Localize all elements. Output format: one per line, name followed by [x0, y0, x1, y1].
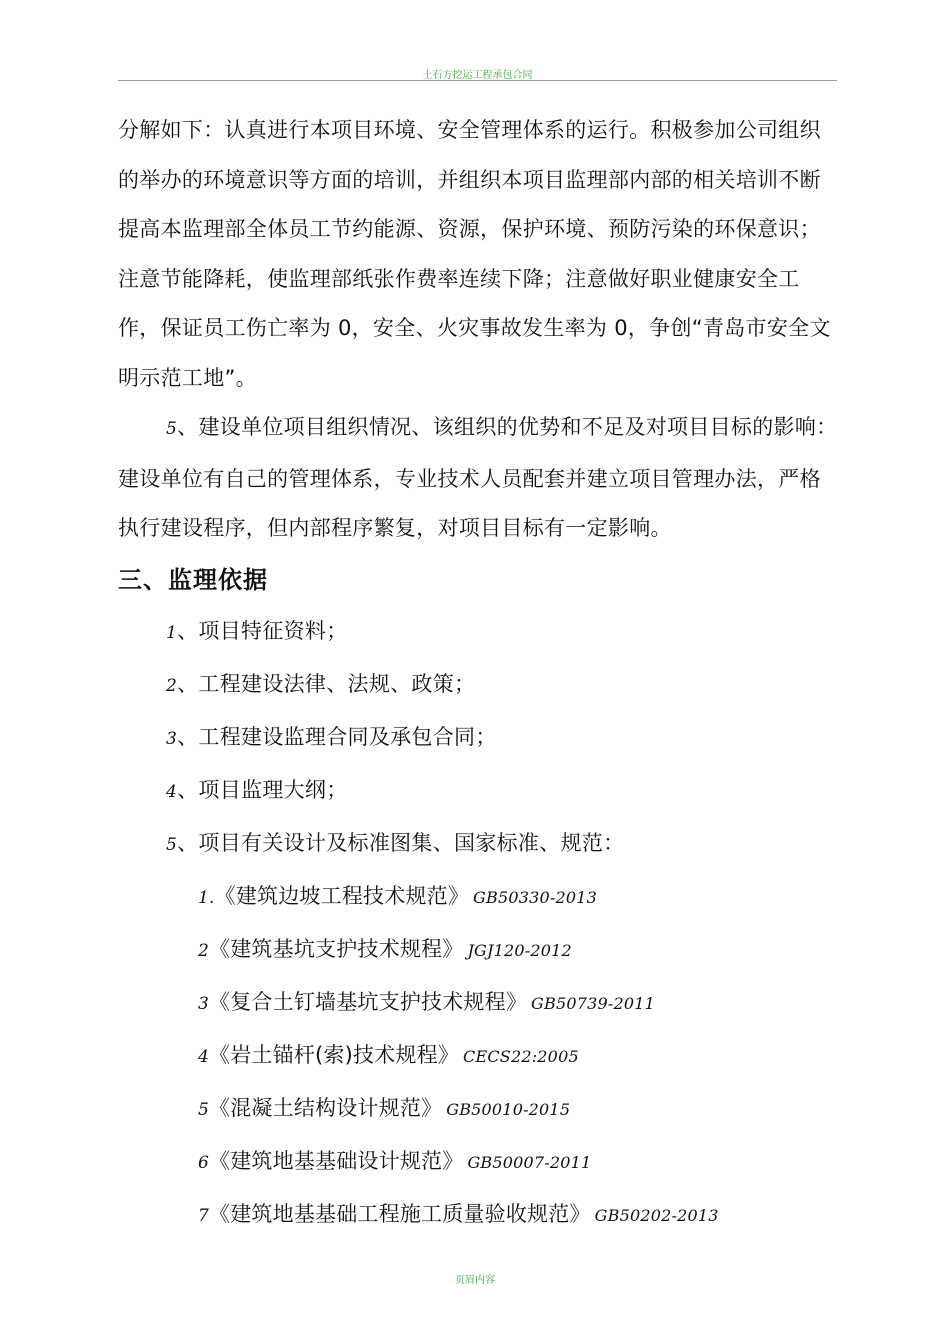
- standard-code: GB50007-2011: [467, 1152, 592, 1172]
- standard-number: 3: [198, 993, 210, 1014]
- item-text: 、工程建设监理合同及承包合同；: [177, 724, 497, 749]
- basis-list: [118, 606, 840, 871]
- standard-item: [118, 1083, 840, 1136]
- item-number: 3: [166, 728, 178, 749]
- standard-name: 《混凝土结构设计规范》: [209, 1095, 443, 1120]
- standard-number: 6: [198, 1152, 210, 1173]
- standard-code: GB50010-2015: [446, 1099, 571, 1119]
- document-body: [118, 106, 840, 1242]
- paragraph-management-system: 分解如下：认真进行本项目环境、安全管理体系的运行。积极参加公司组织的举办的环境意识等方面的培训，并组织本项目监理部内部的相关培训不断提高本监理部全体员工节约能源、资源，保护环境、预防污染的环保意识；注意节能降耗，使监理部纸张作费率连续下降；注意做好职业健康安全工作，保证员工伤亡率为 0，安全、火灾事故发生率为 0，争创“青岛市安全文明示范工地”。: [118, 118, 831, 390]
- standard-name: 《建筑基坑支护技术规程》: [209, 936, 464, 961]
- standard-number: 1.: [198, 887, 215, 908]
- header-divider: [118, 80, 837, 81]
- standard-number: 5: [198, 1099, 210, 1120]
- list-item: [118, 765, 840, 818]
- item-number: 5: [166, 834, 178, 855]
- paragraph-text: 、建设单位项目组织情况、该组织的优势和不足及对项目目标的影响：建设单位有自己的管理体系，专业技术人员配套并建立项目管理办法，严格执行建设程序，但内部程序繁复，对项目目标有一定影响。: [118, 415, 838, 540]
- list-item: [118, 712, 840, 765]
- standard-code: CECS22:2005: [463, 1046, 579, 1066]
- page-footer: 页眉内容: [455, 1275, 495, 1286]
- standard-name: 《建筑边坡工程技术规范》: [214, 883, 470, 908]
- standard-code: GB50330-2013: [473, 887, 597, 907]
- standard-item: [118, 871, 840, 924]
- standard-code: JGJ120-2012: [467, 940, 572, 960]
- page-header: 土石方挖运工程承包合同: [422, 70, 533, 81]
- standard-name: 《复合土钉墙基坑支护技术规程》: [209, 989, 528, 1014]
- item-number: 1: [166, 622, 178, 643]
- standard-number: 2: [198, 940, 210, 961]
- list-item: [118, 818, 840, 871]
- standard-item: [118, 977, 840, 1030]
- standard-name: 《建筑地基基础设计规范》: [209, 1148, 464, 1173]
- standard-number: 7: [198, 1205, 210, 1226]
- standard-item: [118, 1030, 840, 1083]
- item-number: 4: [166, 781, 178, 802]
- list-item: [118, 606, 840, 659]
- paragraph-owner-organization: [118, 403, 840, 554]
- list-item: [118, 659, 840, 712]
- standard-name: 《建筑地基基础工程施工质量验收规范》: [209, 1201, 591, 1226]
- item-text: 、工程建设法律、法规、政策；: [177, 671, 476, 696]
- standard-item: [118, 924, 840, 977]
- standard-item: [118, 1136, 840, 1189]
- item-number: 2: [166, 675, 178, 696]
- standard-code: GB50739-2011: [531, 993, 655, 1013]
- item-text: 、项目特征资料；: [177, 618, 348, 643]
- standard-number: 4: [198, 1046, 210, 1067]
- standards-list: [118, 871, 840, 1242]
- paragraph-number: 5: [166, 419, 178, 439]
- standard-name: 《岩土锚杆(索)技术规程》: [209, 1042, 460, 1067]
- item-text: 、项目监理大纲；: [177, 777, 348, 802]
- standard-item: [118, 1189, 840, 1242]
- standard-code: GB50202-2013: [594, 1205, 719, 1225]
- section-heading: 三、监理依据: [118, 565, 268, 594]
- item-text: 、项目有关设计及标准图集、国家标准、规范：: [177, 830, 625, 855]
